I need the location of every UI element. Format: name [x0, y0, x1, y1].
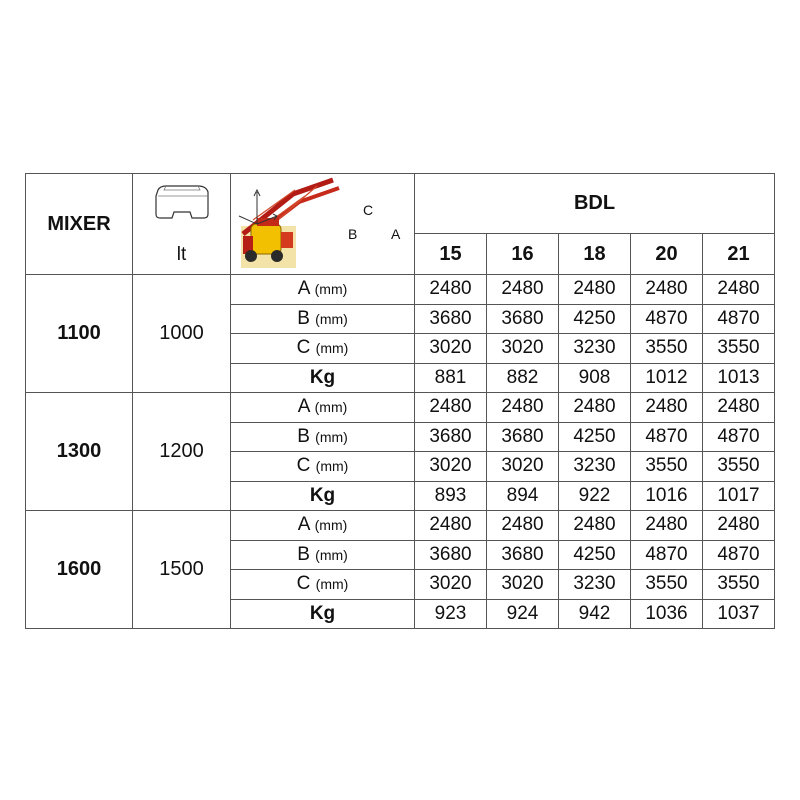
value-cell: 3680	[415, 422, 487, 452]
value-cell: 894	[487, 481, 559, 511]
axes-icon	[233, 176, 293, 236]
value-cell: 3550	[703, 452, 775, 482]
model-label: 1600	[56, 558, 102, 580]
value-cell: 2480	[415, 511, 487, 541]
unit-label: (mm)	[314, 399, 348, 416]
value-cell: 2480	[703, 511, 775, 541]
value-cell: 2480	[631, 511, 703, 541]
value-cell: 4250	[559, 422, 631, 452]
value-cell: 1037	[703, 599, 775, 629]
value-cell: 924	[487, 599, 559, 629]
value-cell: 4870	[631, 540, 703, 570]
value-cell: 1013	[703, 363, 775, 393]
value-cell: 3550	[631, 334, 703, 364]
row-label-cell	[231, 363, 415, 393]
liters-cell	[133, 275, 231, 393]
value-cell: 4870	[703, 304, 775, 334]
model-label: 1300	[56, 440, 102, 462]
row-label: Kg	[309, 484, 336, 506]
unit-label: (mm)	[315, 576, 349, 593]
row-label-cell	[231, 304, 415, 334]
row-label: Kg	[309, 602, 336, 624]
table-row	[26, 393, 775, 423]
value-cell: 3550	[631, 570, 703, 600]
value-cell: 1036	[631, 599, 703, 629]
unit-label: (mm)	[315, 546, 348, 563]
model-cell	[26, 511, 133, 629]
value-cell: 3020	[415, 452, 487, 482]
value-cell: 4870	[631, 422, 703, 452]
row-label-cell	[231, 334, 415, 364]
bdl-size-header	[415, 234, 487, 275]
tank-icon	[152, 184, 212, 224]
value-cell: 882	[487, 363, 559, 393]
value-cell: 3680	[487, 304, 559, 334]
bdl-size-header	[487, 234, 559, 275]
value-cell: 881	[415, 363, 487, 393]
table-row	[26, 275, 775, 305]
row-label-cell	[231, 452, 415, 482]
unit-label: (mm)	[315, 310, 348, 327]
sprayer-image-cell	[231, 174, 415, 275]
spec-table	[25, 173, 775, 629]
value-cell: 3230	[559, 452, 631, 482]
row-label-cell	[231, 422, 415, 452]
bdl-size-header	[631, 234, 703, 275]
value-cell: 3020	[415, 334, 487, 364]
value-cell: 1017	[703, 481, 775, 511]
bdl-size-label: 15	[439, 242, 462, 265]
liters-value: 1500	[159, 558, 204, 580]
unit-label: (mm)	[315, 340, 349, 357]
value-cell: 4870	[631, 304, 703, 334]
value-cell: 3550	[703, 570, 775, 600]
liters-cell	[133, 393, 231, 511]
bdl-size-header	[559, 234, 631, 275]
value-cell: 2480	[487, 511, 559, 541]
value-cell: 3680	[415, 540, 487, 570]
value-cell: 2480	[703, 393, 775, 423]
row-label-cell	[231, 393, 415, 423]
row-label-cell	[231, 481, 415, 511]
value-cell: 3020	[487, 452, 559, 482]
model-label: 1100	[57, 322, 101, 344]
mixer-label: MIXER	[47, 212, 111, 235]
value-cell: 2480	[487, 393, 559, 423]
value-cell: 3680	[487, 540, 559, 570]
axis-label-a: A	[391, 226, 401, 242]
unit-label: (mm)	[314, 517, 348, 534]
value-cell: 1012	[631, 363, 703, 393]
bdl-size-label: 21	[727, 242, 750, 265]
value-cell: 2480	[415, 393, 487, 423]
value-cell: 2480	[487, 275, 559, 305]
row-label-cell	[231, 275, 415, 305]
row-label: C	[296, 573, 311, 595]
bdl-size-label: 18	[583, 242, 606, 265]
value-cell: 3020	[415, 570, 487, 600]
row-label-cell	[231, 599, 415, 629]
value-cell: 3550	[631, 452, 703, 482]
bdl-header	[415, 174, 775, 234]
table-row	[26, 511, 775, 541]
value-cell: 4870	[703, 540, 775, 570]
axis-label-c: C	[363, 202, 374, 218]
value-cell: 2480	[559, 393, 631, 423]
value-cell: 2480	[559, 275, 631, 305]
liters-cell	[133, 511, 231, 629]
row-label: C	[296, 337, 311, 359]
liters-value: 1000	[159, 322, 204, 344]
row-label: Kg	[309, 366, 336, 388]
value-cell: 4250	[559, 540, 631, 570]
value-cell: 3680	[415, 304, 487, 334]
row-label: C	[296, 455, 311, 477]
bdl-size-label: 20	[655, 242, 678, 265]
unit-label: (mm)	[315, 458, 349, 475]
value-cell: 923	[415, 599, 487, 629]
unit-label: (mm)	[315, 428, 348, 445]
unit-label: (mm)	[314, 281, 348, 298]
value-cell: 4250	[559, 304, 631, 334]
value-cell: 922	[559, 481, 631, 511]
value-cell: 2480	[631, 275, 703, 305]
row-label-cell	[231, 570, 415, 600]
value-cell: 893	[415, 481, 487, 511]
row-label: B	[297, 425, 310, 447]
tank-unit-label: lt	[176, 244, 187, 265]
liters-value: 1200	[159, 440, 204, 462]
row-label: A	[297, 514, 310, 536]
row-label: A	[297, 396, 310, 418]
model-cell	[26, 393, 133, 511]
value-cell: 1016	[631, 481, 703, 511]
value-cell: 908	[559, 363, 631, 393]
mixer-header	[26, 174, 133, 275]
value-cell: 2480	[415, 275, 487, 305]
value-cell: 942	[559, 599, 631, 629]
value-cell: 2480	[703, 275, 775, 305]
bdl-size-label: 16	[511, 242, 534, 265]
value-cell: 4870	[703, 422, 775, 452]
tank-header	[133, 174, 231, 275]
row-label: A	[297, 278, 310, 300]
row-label-cell	[231, 540, 415, 570]
row-label-cell	[231, 511, 415, 541]
bdl-size-header	[703, 234, 775, 275]
row-label: B	[297, 307, 310, 329]
value-cell: 3680	[487, 422, 559, 452]
value-cell: 3020	[487, 334, 559, 364]
value-cell: 3230	[559, 570, 631, 600]
model-cell	[26, 275, 133, 393]
value-cell: 2480	[631, 393, 703, 423]
row-label: B	[297, 543, 310, 565]
value-cell: 3020	[487, 570, 559, 600]
bdl-label: BDL	[573, 192, 616, 214]
value-cell: 3230	[559, 334, 631, 364]
value-cell: 2480	[559, 511, 631, 541]
axis-label-b: B	[348, 226, 358, 242]
value-cell: 3550	[703, 334, 775, 364]
